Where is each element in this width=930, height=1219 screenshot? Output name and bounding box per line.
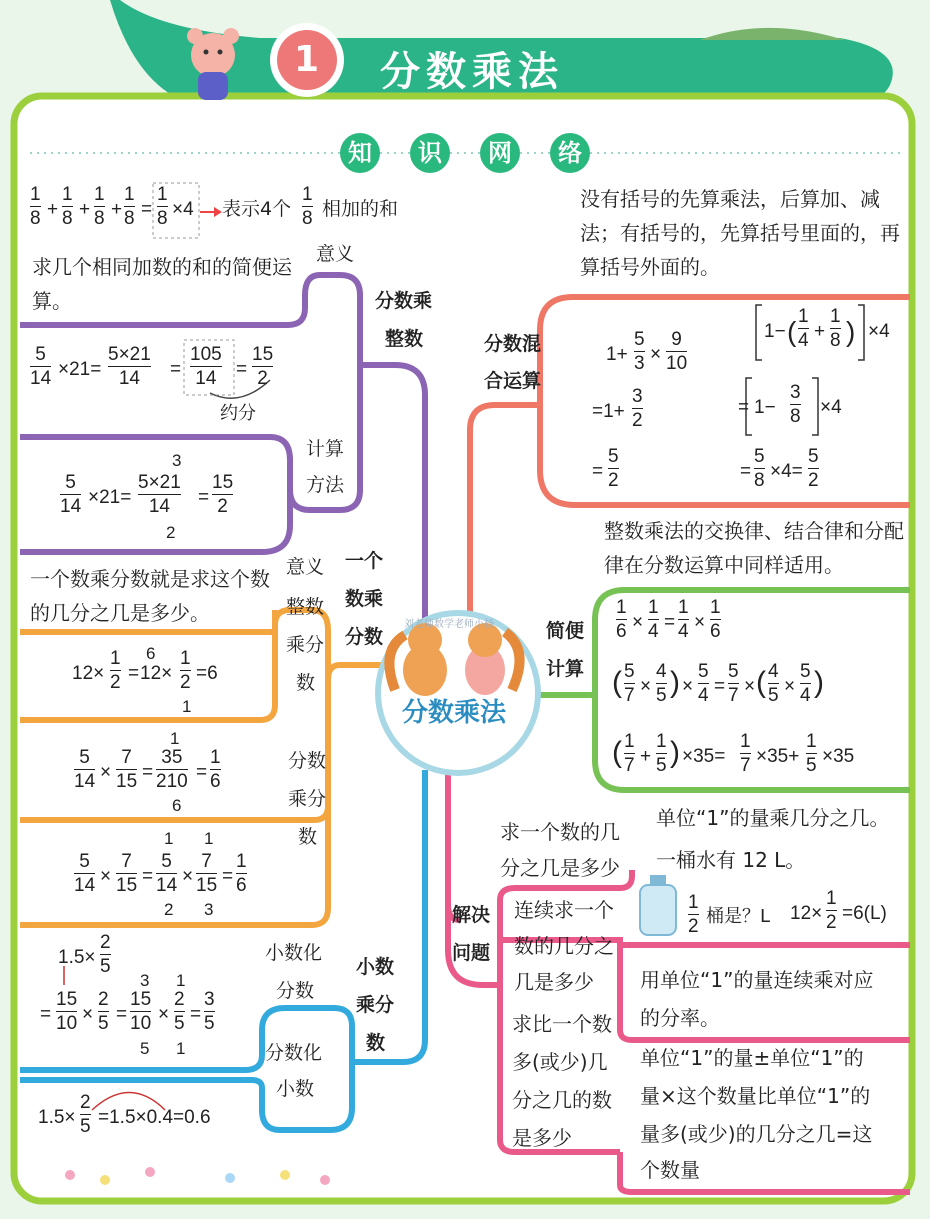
s-e2-x: × xyxy=(640,676,652,697)
exf1-frac-3: 35 210 xyxy=(156,747,188,792)
s-e2-frac-3: 5 4 xyxy=(698,661,709,706)
ex2-bot2: 2 xyxy=(166,523,176,542)
ex2-eq: = xyxy=(198,487,210,508)
a3-line-1: 单位“1”的量±单位“1”的 xyxy=(640,1046,864,1070)
exf2-b3: 3 xyxy=(204,900,214,919)
mix-r3-a: = xyxy=(740,461,752,482)
ex1-frac-c: 105 14 xyxy=(190,344,222,389)
method-label-2: 方法 xyxy=(306,474,345,496)
s-e3-x35b: ×35+ xyxy=(756,746,800,767)
frac-label-3: 数 xyxy=(298,826,318,848)
branch-problem-label-1: 解决 xyxy=(452,904,491,926)
branch-simple-label-1: 简便 xyxy=(546,620,585,642)
mix-l2-a: =1+ xyxy=(592,401,625,422)
s-e2-frac-1: 5 7 xyxy=(624,661,635,706)
exf2-b2: 2 xyxy=(164,900,174,919)
to-frac-label-2: 分数 xyxy=(276,980,315,1002)
s-e2-pc2: ) xyxy=(814,666,824,699)
branch-frac-int-label-1: 分数乘 xyxy=(375,290,433,312)
int-label-1: 整数 xyxy=(286,596,325,618)
exf1-bot6: 6 xyxy=(172,796,182,815)
frac-label-2: 乘分 xyxy=(288,788,327,810)
dec-ex1-eq2: = xyxy=(116,1004,128,1025)
ex1-frac-r: 15 2 xyxy=(252,344,274,389)
exf1-x: × xyxy=(100,762,112,783)
s-e3-frac-3: 1 7 xyxy=(740,731,751,776)
branch-dec-frac-label-2: 乘分 xyxy=(356,994,395,1016)
s-e1-frac-4: 1 6 xyxy=(710,597,721,642)
branch-num-frac-label-3: 分数 xyxy=(345,626,384,648)
s-e2-pc1: ) xyxy=(670,666,680,699)
mix-r1-a: 1− xyxy=(764,321,786,342)
simple-rule: 整数乘法的交换律、结合律和分配律在分数运算中同样适用。 xyxy=(604,519,904,577)
eq-a: = xyxy=(141,199,153,220)
s-e1-eq: = xyxy=(664,612,676,633)
s-e1-x2: × xyxy=(694,612,706,633)
network-char-3: 网 xyxy=(480,133,520,173)
exf2-eq2: = xyxy=(222,866,234,887)
exf2-frac-3: 5 14 xyxy=(156,851,178,896)
exint-eq: = xyxy=(128,663,140,684)
a3-line-4: 个数量 xyxy=(640,1158,700,1182)
paren-open-1: ( xyxy=(787,316,797,347)
exf2-x2: × xyxy=(182,866,194,887)
exint-frac-2: 1 2 xyxy=(180,648,191,693)
meaning-label-1: 意义 xyxy=(316,243,355,265)
dec-ex2-lead: 1.5× xyxy=(38,1107,76,1128)
branch-frac-int-label-2: 整数 xyxy=(385,328,424,350)
exf2-x: × xyxy=(100,866,112,887)
a1-line-1: 单位“1”的量乘几分之几。 xyxy=(656,806,890,830)
s-e2-frac-4: 5 7 xyxy=(728,661,739,706)
exf2-eq: = xyxy=(142,866,154,887)
s-e2-eq: = xyxy=(714,676,726,697)
ex1-eq: = xyxy=(170,359,182,380)
frac-1-8-e: 1 8 xyxy=(157,184,168,229)
a3-line-2: 量×这个数量比单位“1”的 xyxy=(640,1084,871,1108)
dec-ex1-frac-3: 2 5 xyxy=(98,989,109,1034)
ex2-x21: ×21= xyxy=(88,487,132,508)
dec-ex1-frac-4: 15 10 xyxy=(130,989,152,1034)
s-e2-x2: × xyxy=(682,676,694,697)
mix-l2-frac: 3 2 xyxy=(632,386,643,431)
dec-ex1-eq: = xyxy=(40,1004,52,1025)
frac-1-8-f: 1 8 xyxy=(302,184,313,229)
method-label-1: 计算 xyxy=(306,438,345,460)
s-e3-frac-1: 1 7 xyxy=(624,731,635,776)
mix-r2-b: 1− xyxy=(754,397,776,418)
ex1-eq2: = xyxy=(236,359,248,380)
exf1-frac-1: 5 14 xyxy=(74,747,96,792)
network-heading xyxy=(340,133,590,173)
mix-l1-frac-1: 5 3 xyxy=(634,329,645,374)
s-e1-frac-3: 1 4 xyxy=(678,597,689,642)
plus-b: + xyxy=(79,199,91,220)
sum-desc: 表示4个 xyxy=(222,198,292,220)
a1-bucket-text: 桶是？L xyxy=(706,906,771,927)
dec-ex1-lead: 1.5× xyxy=(58,947,96,968)
exf2-frac-4: 7 15 xyxy=(196,851,218,896)
exf2-frac-1: 5 14 xyxy=(74,851,96,896)
page-title: 分数乘法 xyxy=(380,49,564,95)
s-e3-x35: ×35= xyxy=(682,746,726,767)
exf1-eq2: = xyxy=(196,762,208,783)
dec-ex1-x: × xyxy=(82,1004,94,1025)
a3-line-3: 量多(或少)的几分之几=这 xyxy=(640,1122,873,1146)
exint-mid: 12× xyxy=(140,663,173,684)
paren-close-1: ) xyxy=(846,316,856,347)
a1-calc-a: 12× xyxy=(790,903,823,924)
s-e2-po1: ( xyxy=(612,666,622,699)
q1-line-1: 求一个数的几 xyxy=(500,820,620,844)
dec-ex1-frac-1: 2 5 xyxy=(100,932,111,977)
mix-r3-frac-2: 5 2 xyxy=(808,446,819,491)
a1-frac-1: 1 2 xyxy=(688,892,699,937)
a2-line-2: 的分率。 xyxy=(640,1006,720,1030)
mix-r1-x4: ×4 xyxy=(868,321,890,342)
s-e2-frac-6: 5 4 xyxy=(800,661,811,706)
mix-l1-frac-2: 9 10 xyxy=(666,329,688,374)
center-title: 分数乘法 xyxy=(402,698,507,728)
mix-r1-frac-1: 1 4 xyxy=(798,306,809,351)
dec-ex2-frac: 2 5 xyxy=(80,1092,91,1137)
exint-bot1: 1 xyxy=(182,697,192,716)
mix-l1-a: 1+ xyxy=(606,344,628,365)
int-label-2: 乘分 xyxy=(286,634,325,656)
dec-ex1-eq3: = xyxy=(190,1004,202,1025)
frac-label-1: 分数 xyxy=(288,750,327,772)
exf2-t2: 1 xyxy=(204,829,214,848)
dec-ex1-frac-2: 15 10 xyxy=(56,989,78,1034)
dec-ex1-frac-5: 2 5 xyxy=(174,989,185,1034)
int-label-3: 数 xyxy=(296,672,316,694)
mix-l1-x: × xyxy=(650,344,662,365)
q2-line-2: 数的几分之 xyxy=(514,934,614,958)
s-e3-pc: ) xyxy=(670,736,680,769)
ex2-frac-a: 5 14 xyxy=(60,472,82,517)
branch-mixed-label-2: 合运算 xyxy=(484,370,542,392)
dec-ex1-t3: 3 xyxy=(140,971,150,990)
mix-r2-frac: 3 8 xyxy=(790,382,801,427)
frac-1-8-b: 1 8 xyxy=(62,184,73,229)
s-e2-x4: × xyxy=(784,676,796,697)
mixed-rule: 没有括号的先算乘法，后算加、减法；有括号的，先算括号里面的，再算括号外面的。 xyxy=(580,187,900,279)
header-hill xyxy=(700,28,845,40)
exf1-top1: 1 xyxy=(170,729,180,748)
to-dec-label-2: 小数 xyxy=(276,1078,315,1100)
meaning-text-frac-int: 求几个相同加数的和的简便运算。 xyxy=(32,255,292,313)
mix-l3-frac: 5 2 xyxy=(608,446,619,491)
ex2-frac-r: 15 2 xyxy=(212,472,234,517)
branch-problem-label-2: 问题 xyxy=(452,942,491,964)
frac-1-8-a: 1 8 xyxy=(30,184,41,229)
plus-a: + xyxy=(47,199,59,220)
s-e1-frac-2: 1 4 xyxy=(648,597,659,642)
exint-lead: 12× xyxy=(72,663,105,684)
mix-r2-x4: ×4 xyxy=(820,397,842,418)
a1-calc-b: =6(L) xyxy=(842,903,887,924)
ex2-frac-b: 5×21 14 xyxy=(138,472,181,517)
to-dec-label-1: 分数化 xyxy=(265,1042,323,1064)
s-e3-frac-4: 1 5 xyxy=(806,731,817,776)
meaning-text-num-frac: 一个数乘分数就是求这个数的几分之几是多少。 xyxy=(30,567,270,625)
s-e2-frac-2: 4 5 xyxy=(656,661,667,706)
ex1-frac-a: 5 14 xyxy=(30,344,52,389)
s-e2-frac-5: 4 5 xyxy=(768,661,779,706)
s-e1-x: × xyxy=(632,612,644,633)
q3-line-1: 求比一个数 xyxy=(512,1012,612,1036)
mix-r3-x4: ×4= xyxy=(770,461,803,482)
s-e3-frac-2: 1 5 xyxy=(656,731,667,776)
exf2-frac-5: 1 6 xyxy=(236,851,247,896)
network-char-4: 络 xyxy=(550,133,590,173)
mix-r1-plus: + xyxy=(814,321,826,342)
dec-ex1-b1: 1 xyxy=(176,1039,186,1058)
plus-c: + xyxy=(111,199,123,220)
q1-line-2: 分之几是多少 xyxy=(500,856,620,880)
exf2-frac-2: 7 15 xyxy=(116,851,138,896)
frac-1-8-d: 1 8 xyxy=(124,184,135,229)
q3-line-3: 分之几的数 xyxy=(512,1088,612,1112)
exint-res: =6 xyxy=(196,663,218,684)
ex2-top3: 3 xyxy=(172,451,182,470)
branch-num-frac-label-1: 一个 xyxy=(345,550,384,572)
network-char-2: 识 xyxy=(410,133,450,173)
section-number: 1 xyxy=(294,39,320,80)
s-e3-po: ( xyxy=(612,736,622,769)
s-e1-frac-1: 1 6 xyxy=(616,597,627,642)
s-e3-x35c: ×35 xyxy=(822,746,855,767)
s-e3-plus: + xyxy=(640,746,652,767)
to-frac-label-1: 小数化 xyxy=(265,942,323,964)
ex1-frac-b: 5×21 14 xyxy=(108,344,151,389)
meaning-label-2: 意义 xyxy=(286,556,325,578)
dec-ex2-rest: =1.5×0.4=0.6 xyxy=(98,1107,211,1128)
s-e2-x3: × xyxy=(744,676,756,697)
ex1-x21: ×21= xyxy=(58,359,102,380)
dec-ex1-frac-6: 3 5 xyxy=(204,989,215,1034)
exf1-frac-4: 1 6 xyxy=(210,747,221,792)
mix-r3-frac-1: 5 8 xyxy=(754,446,765,491)
exint-frac-1: 1 2 xyxy=(110,648,121,693)
network-char-1: 知 xyxy=(340,133,380,173)
q3-line-2: 多(或少)几 xyxy=(512,1050,608,1074)
branch-mixed-label-1: 分数混 xyxy=(484,333,542,355)
exint-top6: 6 xyxy=(146,644,156,663)
dec-ex1-b5: 5 xyxy=(140,1039,150,1058)
a1-frac-2: 1 2 xyxy=(826,888,837,933)
reduce-note: 约分 xyxy=(220,403,256,424)
dec-ex1-x2: × xyxy=(158,1004,170,1025)
q2-line-1: 连续求一个 xyxy=(514,898,614,922)
branch-simple-label-2: 计算 xyxy=(546,658,585,680)
mix-r2-a: = xyxy=(738,397,750,418)
a1-line-2: 一桶水有 12 L。 xyxy=(656,848,806,872)
exf1-eq: = xyxy=(142,762,154,783)
exf1-frac-2: 7 15 xyxy=(116,747,138,792)
watermark: 刘老师数学老师小杨 xyxy=(404,619,494,630)
branch-dec-frac-label-1: 小数 xyxy=(356,956,395,978)
mix-l3-a: = xyxy=(592,461,604,482)
q3-line-4: 是多少 xyxy=(512,1126,572,1150)
times4: ×4 xyxy=(172,199,194,220)
mix-r1-frac-2: 1 8 xyxy=(830,306,841,351)
s-e2-po2: ( xyxy=(756,666,766,699)
branch-dec-frac-label-3: 数 xyxy=(366,1032,386,1054)
dec-ex1-t1: 1 xyxy=(176,971,186,990)
exf2-t1: 1 xyxy=(164,829,174,848)
branch-num-frac-label-2: 数乘 xyxy=(345,588,384,610)
frac-1-8-c: 1 8 xyxy=(94,184,105,229)
sum-desc-2: 相加的和 xyxy=(322,198,399,220)
a2-line-1: 用单位“1”的量连续乘对应 xyxy=(640,968,874,992)
q2-line-3: 几是多少 xyxy=(514,970,594,994)
